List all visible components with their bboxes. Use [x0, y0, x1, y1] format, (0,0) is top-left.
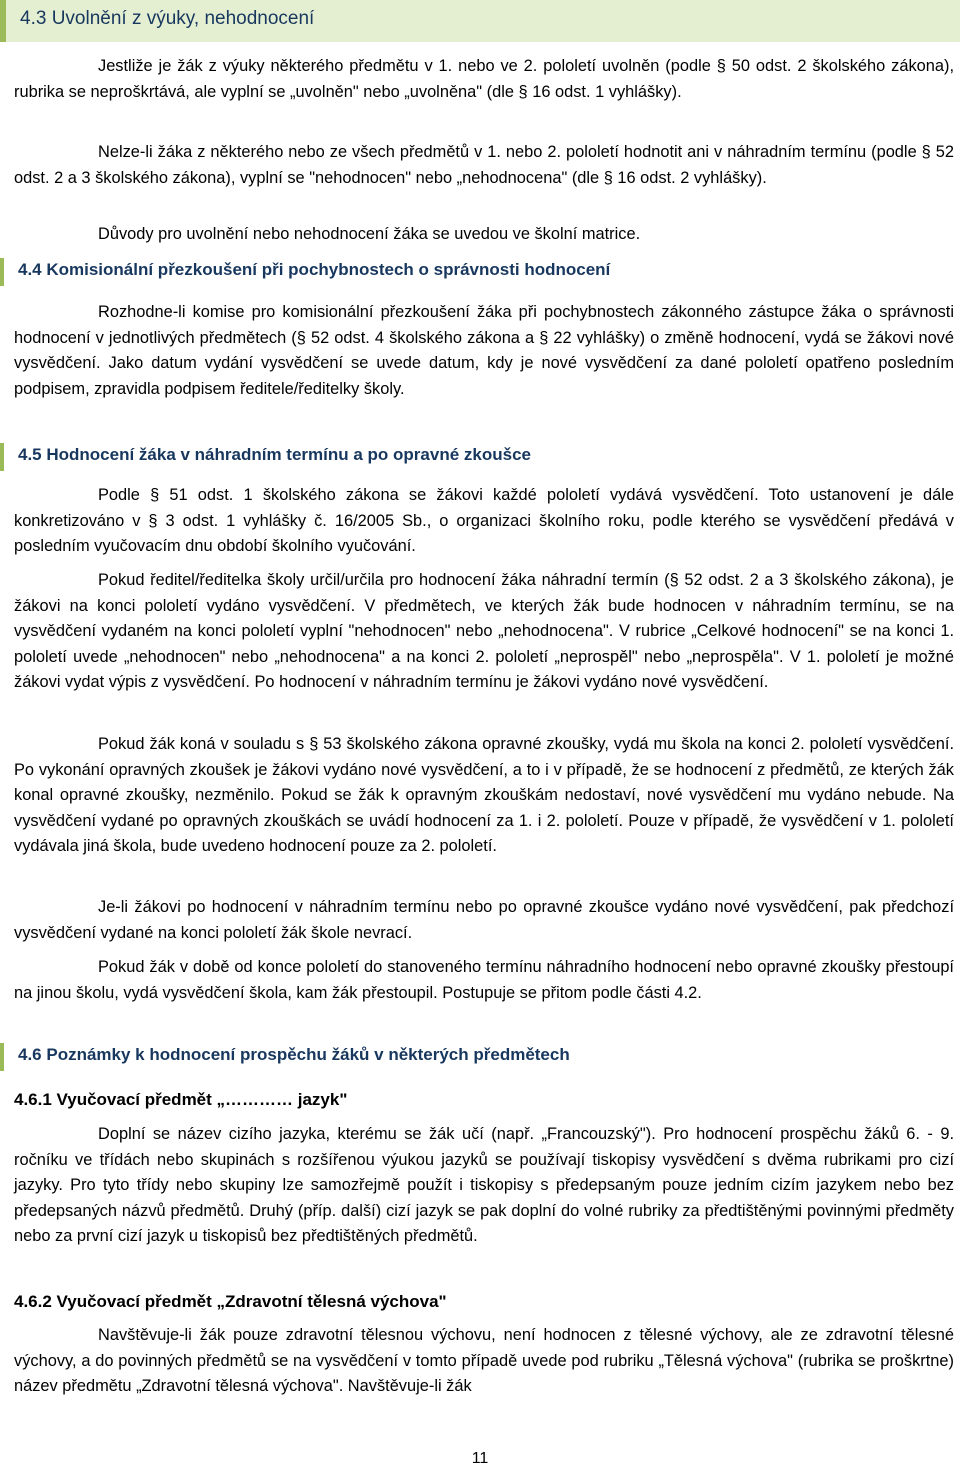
paragraph: Je-li žákovi po hodnocení v náhradním termínu nebo po opravné zkoušce vydáno nové vysvědčení, pak předchozí vysvědčení vydané na konci pololetí žák škole nevrací.: [14, 898, 954, 942]
paragraph: Pokud ředitel/ředitelka školy určil/určila pro hodnocení žáka náhradní termín (§ 52 odst. 2 a 3 školského zákona), je žákovi na konci pololetí vydáno vysvědčení. V předmětech, ve kterých žák bude hodnocen v náhradním termínu, se na vysvědčení vydaném na konci pololetí vyplní "nehodnocen" nebo „nehodnocena". V rubrice „Celkové hodnocení" se na konci 1. pololetí uvede „nehodnocen" nebo „nehodnocena" a na konci 2. pololetí „neprospěl" nebo „neprospěla". V 1. pololetí je možné žákovi vydat výpis z vysvědčení. Po hodnocení v náhradním termínu je žákovi vydáno nové vysvědčení.: [14, 571, 954, 692]
paragraph: Nelze-li žáka z některého nebo ze všech předmětů v 1. nebo 2. pololetí hodnotit ani v náhradním termínu (podle § 52 odst. 2 a 3 školského zákona), vyplní se "nehodnocen" nebo „nehodnocena" (dle § 16 odst. 2 vyhlášky).: [14, 143, 954, 187]
subsection-title: 4.6.1 Vyučovací předmět „………… jazyk": [14, 1090, 348, 1109]
paragraph: Rozhodne-li komise pro komisionální přezkoušení žáka při pochybnostech zákonného zástupce žáka o správnosti hodnocení v jednotlivých předmětech (§ 52 odst. 4 školského zákona a § 22 vyhlášky) o změně hodnocení, vydá se žákovi nové vysvědčení. Jako datum vydání vysvědčení se uvede datum, kdy je nové vysvědčení za dané pololetí opatřeno posledním podpisem, zpravidla podpisem ředitele/ředitelky školy.: [14, 303, 954, 398]
section-heading-4-6-2: [0, 1290, 960, 1318]
paragraph: Pokud žák v době od konce pololetí do stanoveného termínu náhradního hodnocení nebo opravné zkoušky přestoupí na jinou školu, vydá vysvědčení škola, kam žák přestoupil. Postupuje se přitom podle části 4.2.: [14, 958, 954, 1002]
paragraph: Jestliže je žák z výuky některého předmětu v 1. nebo ve 2. pololetí uvolněn (podle § 50 odst. 2 školského zákona), rubrika se neproškrtává, ale vyplní se „uvolněn" nebo „uvolněna" (dle § 16 odst. 1 vyhlášky).: [14, 57, 954, 101]
subsection-title: 4.6.2 Vyučovací předmět „Zdravotní tělesná výchova": [14, 1292, 447, 1311]
section-heading-4-4: [0, 258, 960, 286]
section-heading-4-5: [0, 443, 960, 471]
section-heading-4-3: 4.3 Uvolnění z výuky, nehodnocení: [20, 8, 315, 29]
paragraph: Důvody pro uvolnění nebo nehodnocení žáka se uvedou ve školní matrice.: [98, 225, 641, 243]
paragraph: Navštěvuje-li žák pouze zdravotní tělesnou výchovu, není hodnocen z tělesné výchovy, ale ze zdravotní tělesné výchovy, a do povinných předmětů se na vysvědčení v tomto případě uvede pod rubriku „Tělesná výchova" (rubrika se proškrtne) název předmětu „Zdravotní tělesná výchova". Navštěvuje-li žák: [14, 1326, 954, 1396]
section-heading-4-6: [0, 1043, 960, 1071]
page-number: 11: [471, 1450, 489, 1467]
paragraph: Pokud žák koná v souladu s § 53 školského zákona opravné zkoušky, vydá mu škola na konci 2. pololetí vysvědčení. Po vykonání opravných zkoušek je žákovi vydáno nové vysvědčení, a to i v případě, že se hodnocení z předmětů, ze kterých žák konal opravné zkoušky, nezměnilo. Pokud se žák k opravným zkouškám nedostaví, nové vysvědčení mu vydáno nebude. Na vysvědčení vydané po opravných zkouškách se uvádí hodnocení za 1. i 2. pololetí. Pouze v případě, že vysvědčení v 1. pololetí vydávala jiná škola, bude uvedeno hodnocení pouze za 2. pololetí.: [14, 735, 954, 856]
section-title: 4.5 Hodnocení žáka v náhradním termínu a po opravné zkoušce: [18, 445, 531, 464]
section-heading-banner: [0, 0, 960, 42]
section-title: 4.6 Poznámky k hodnocení prospěchu žáků v některých předmětech: [18, 1045, 570, 1064]
paragraph: Podle § 51 odst. 1 školského zákona se žákovi každé pololetí vydává vysvědčení. Toto ustanovení je dále konkretizováno v § 3 odst. 1 vyhlášky č. 16/2005 Sb., o organizaci školního roku, podle kterého se vysvědčení předává v posledním vyučovacím dnu období školního vyučování.: [14, 486, 954, 556]
section-title: 4.4 Komisionální přezkoušení při pochybnostech o správnosti hodnocení: [18, 260, 611, 279]
section-heading-4-6-1: [0, 1088, 960, 1116]
paragraph: Doplní se název cizího jazyka, kterému se žák učí (např. „Francouzský"). Pro hodnocení prospěchu žáků 6. - 9. ročníku ve třídách nebo skupinách s rozšířenou výukou jazyků se používají tiskopisy vysvědčení s dvěma rubrikami pro cizí jazyky. Pro tyto třídy nebo skupiny lze samozřejmě použít i tiskopisy s předepsaným pouze jedním cizím jazykem nebo bez předepsaných názvů předmětů. Druhý (příp. další) cizí jazyk se pak doplní do volné rubriky za předtištěnými povinnými předměty nebo za první cizí jazyk u tiskopisů bez předtištěných předmětů.: [14, 1125, 954, 1246]
